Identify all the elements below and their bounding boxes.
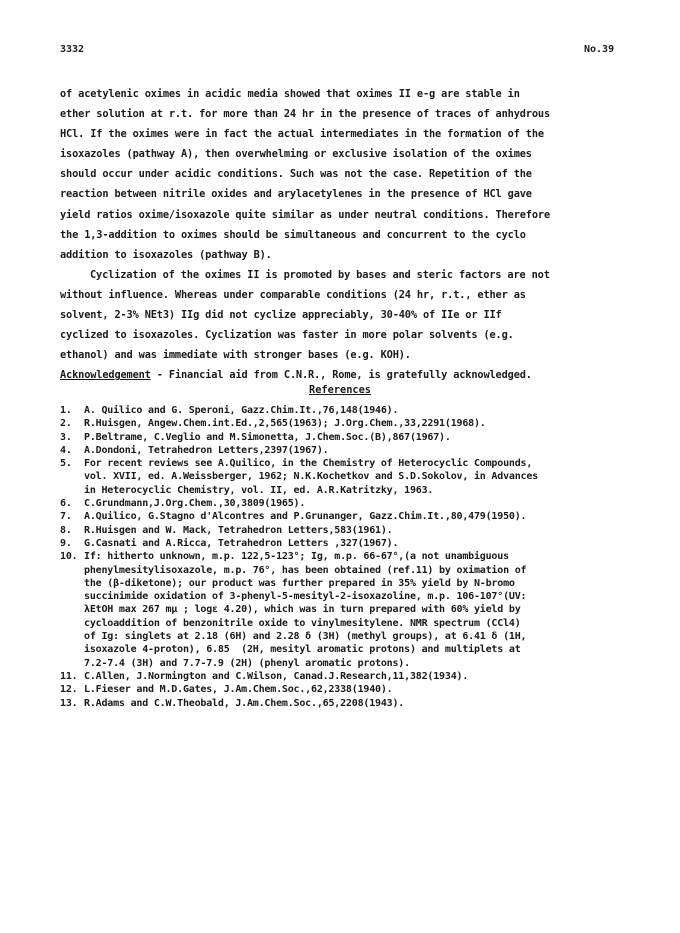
reference-item bbox=[60, 683, 640, 696]
body-line: addition to isoxazoles (pathway B). bbox=[60, 248, 272, 261]
body-line: HCl. If the oximes were in fact the actual intermediates in the formation of the bbox=[60, 128, 544, 141]
reference-item bbox=[60, 404, 640, 417]
reference-text: If: hitherto unknown, m.p. 122,5-123°; Ig, m.p. 66-67°,(a not unambiguous phenylmesitylisoxazole, m.p. 76°, has been obtained (ref.11) by oximation of the (β-diketone); our product was further prepared in 35% yield by N-bromo succinimide oxidation of 3-phenyl-5-mesityl-2-isoxazoline, m.p. 106-107°(UV: λEtOH max 267 mμ ; logε 4.20), which was in turn prepared with 60% yield by cycloaddition of benzonitrile oxide to vinylmesitylene. NMR spectrum (CCl4) of Ig: singlets at 2.18 (6H) and 2.28 δ (3H) (methyl groups), at 6.41 δ (1H, isoxazole 4-proton), 6.85 (2H, mesityl aromatic protons) and multiplets at 7.2-7.4 (3H) and 7.7-7.9 (2H) (phenyl aromatic protons). bbox=[84, 551, 527, 669]
acknowledgement bbox=[60, 365, 620, 385]
body-line: should occur under acidic conditions. Such was not the case. Repetition of the bbox=[60, 168, 532, 181]
reference-item bbox=[60, 431, 640, 444]
body-line: Cyclization of the oximes II is promoted by bases and steric factors are not bbox=[90, 268, 550, 281]
reference-text: A.Dondoni, Tetrahedron Letters,2397(1967). bbox=[84, 444, 329, 456]
body-line: reaction between nitrile oxides and arylacetylenes in the presence of HCl gave bbox=[60, 188, 532, 201]
body-line: solvent, 2-3% NEt3) IIg did not cyclize appreciably, 30-40% of IIe or IIf bbox=[60, 309, 502, 322]
reference-number: 13. bbox=[60, 697, 78, 709]
reference-number: 8. bbox=[60, 524, 72, 536]
reference-item bbox=[60, 497, 640, 510]
acknowledgement-label: Acknowledgement bbox=[60, 369, 151, 382]
references-title-text: References bbox=[309, 384, 371, 396]
body-line: isoxazoles (pathway A), then overwhelming or exclusive isolation of the oximes bbox=[60, 148, 532, 161]
reference-number: 12. bbox=[60, 684, 78, 696]
reference-number: 2. bbox=[60, 418, 72, 430]
page-number: 3332 bbox=[60, 44, 85, 55]
reference-number: 11. bbox=[60, 670, 78, 682]
body-line: ethanol) and was immediate with stronger bases (e.g. KOH). bbox=[60, 349, 411, 362]
reference-text: L.Fieser and M.D.Gates, J.Am.Chem.Soc.,62,2338(1940). bbox=[84, 684, 393, 696]
reference-text: A. Quilico and G. Speroni, Gazz.Chim.It.,76,148(1946). bbox=[84, 405, 399, 416]
reference-text: R.Huisgen, Angew.Chem.int.Ed.,2,565(1963); J.Org.Chem.,33,2291(1968). bbox=[84, 418, 486, 430]
reference-list bbox=[60, 404, 640, 710]
body-line: ether solution at r.t. for more than 24 hr in the presence of traces of anhydrous bbox=[60, 108, 550, 121]
body-line: the 1,3-addition to oximes should be simultaneous and concurrent to the cyclo bbox=[60, 228, 526, 241]
issue-number: No.39 bbox=[584, 44, 615, 55]
acknowledgement-text: - Financial aid from C.N.R., Rome, is gratefully acknowledged. bbox=[150, 369, 532, 382]
body-line: cyclized to isoxazoles. Cyclization was faster in more polar solvents (e.g. bbox=[60, 329, 514, 342]
reference-item bbox=[60, 524, 640, 537]
reference-number: 4. bbox=[60, 444, 72, 456]
reference-item bbox=[60, 697, 640, 710]
references-title bbox=[60, 384, 620, 396]
reference-text: A.Quilico, G.Stagno d'Alcontres and P.Grunanger, Gazz.Chim.It.,80,479(1950). bbox=[84, 511, 527, 523]
reference-text: C.Allen, J.Normington and C.Wilson, Canad.J.Research,11,382(1934). bbox=[84, 670, 469, 682]
reference-item bbox=[60, 550, 640, 670]
reference-item bbox=[60, 457, 640, 497]
reference-number: 7. bbox=[60, 511, 72, 523]
reference-number: 9. bbox=[60, 537, 72, 549]
reference-number: 1. bbox=[60, 405, 72, 416]
body-line: yield ratios oxime/isoxazole quite similar as under neutral conditions. Therefore bbox=[60, 208, 550, 221]
body-line: without influence. Whereas under comparable conditions (24 hr, r.t., ether as bbox=[60, 288, 526, 301]
reference-number: 10. bbox=[60, 551, 78, 563]
reference-item bbox=[60, 417, 640, 430]
reference-text: R.Huisgen and W. Mack, Tetrahedron Letters,583(1961). bbox=[84, 524, 393, 536]
reference-text: P.Beltrame, C.Veglio and M.Simonetta, J.Chem.Soc.(B),867(1967). bbox=[84, 431, 451, 443]
reference-item bbox=[60, 537, 640, 550]
reference-number: 3. bbox=[60, 431, 72, 443]
body-line: of acetylenic oximes in acidic media showed that oximes II e-g are stable in bbox=[60, 88, 520, 100]
reference-item bbox=[60, 670, 640, 683]
reference-text: C.Grundmann,J.Org.Chem.,30,3809(1965). bbox=[84, 498, 306, 510]
reference-number: 6. bbox=[60, 498, 72, 510]
reference-item bbox=[60, 444, 640, 457]
reference-text: G.Casnati and A.Ricca, Tetrahedron Letters ,327(1967). bbox=[84, 537, 399, 549]
reference-text: R.Adams and C.W.Theobald, J.Am.Chem.Soc.,65,2208(1943). bbox=[84, 697, 405, 709]
reference-number: 5. bbox=[60, 458, 72, 470]
reference-item bbox=[60, 510, 640, 523]
reference-text: For recent reviews see A.Quilico, in the Chemistry of Heterocyclic Compounds, vol. XVII, ed. A.Weissberger, 1962; N.K.Kochetkov and S.D.Sokolov, in Advances in Heterocyclic Chemistry, vol. II, ed. A.R.Katritzky, 1963. bbox=[84, 458, 538, 496]
body-text bbox=[60, 84, 620, 385]
